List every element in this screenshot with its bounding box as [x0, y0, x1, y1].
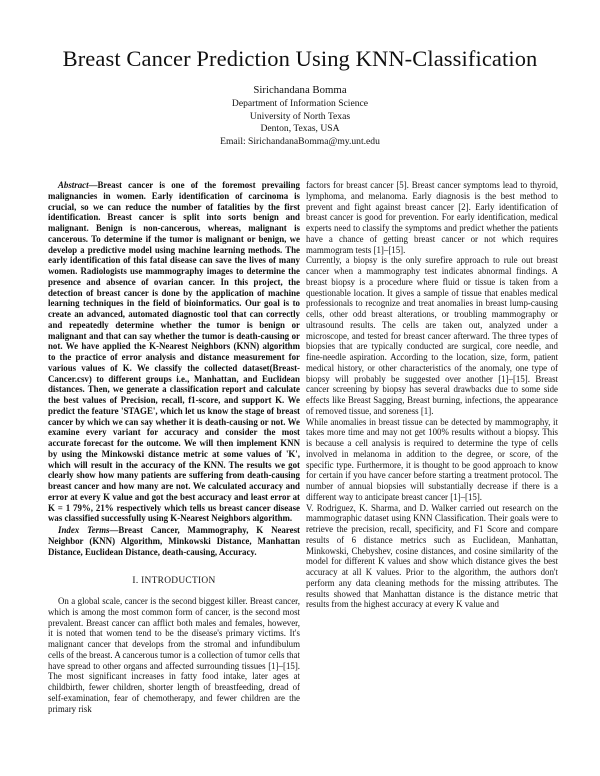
author-name: Sirichandana Bomma: [253, 84, 347, 96]
author-university: University of North Texas: [249, 110, 351, 122]
abstract-label: Abstract: [58, 180, 89, 190]
index-terms-text: Breast Cancer, Mammography, K Nearest Neighbor (KNN) Algorithm, Minkowski Distance, Manhattan Distance, Euclidean Distance, death-causing, Accuracy.: [48, 525, 300, 557]
intro-paragraph-3: Currently, a biopsy is the only surefire approach to rule out breast cancer when a mammography test indicates abnormal findings. A breast biopsy is a procedure where fluid or tissue is taken from a questionable location. It gives a sample of tissue that enables medical professionals to recognize and treat anomalies in breast lump-causing cells, other odd breast alterations, or troubling mammography or ultrasound results. The cells are taken out, analyzed under a microscope, and tested for breast cancer afterward. The three types of biopsies that are typically conducted are surgical, core needle, and fine-needle aspiration. According to the location, size, form, patient medical history, or other characteristics of the anomaly, one type of biopsy will probably be suggested over another [1]–[15]. Breast cancer screening by biopsy has several drawbacks due to some side effects like Breast Sagging, Breast burning, infections, the appearance of removed tissue, and soreness [1].: [306, 255, 558, 416]
intro-paragraph-1: On a global scale, cancer is the second biggest killer. Breast cancer, which is among the most common form of cancer, is the second most prevalent. Breast cancer can afflict both males and females, however, it is noted that women tend to be the disease's primary victims. It's malignant cancer that develops from the stromal and infundibulum cells of the breast. A cancerous tumor is a collection of tumor cells that have spread to other organs and affected surrounding tissues [1]–[15]. The most significant increases in fatty food intake, later ages at childbirth, fewer children, shorter length of breastfeeding, dread of self-examination, fear of chemotherapy, and fewer children are the primary risk: [48, 596, 300, 714]
intro-paragraph-2: factors for breast cancer [5]. Breast cancer symptoms lead to thyroid, lymphoma, and melanoma. Early diagnosis is the best method to prevent and fight against breast cancer [2]. Early identification of breast cancer is good for prevention. For early identification, medical experts need to classify the symptoms and predict whether the patients have a chance of getting breast cancer or not which requires mammogram tests [1]–[15].: [306, 180, 558, 255]
index-terms-label: Index Terms: [58, 525, 110, 535]
paper-title: Breast Cancer Prediction Using KNN-Classification: [62, 46, 538, 71]
abstract-text: Breast cancer is one of the foremost prevailing malignancies in women. Early identification of carcinoma is crucial, so we can reduce the number of fatalities by the first identification. Breast cancer is split into sorts benign and malignant. Benign is non-cancerous, whereas, malignant is cancerous. To determine if the tumor is malignant or benign, we develop a predictive model using machine learning methods. The early identification of this fatal disease can save the lives of many women. Radiologists use mammography images to determine the presence and absence of ovarian cancer. In this project, the detection of breast cancer is done by the application of machine learning techniques in the field of bioinformatics. Our goal is to create an advanced, automated diagnostic tool that can correctly and repeatedly determine whether the tumor is benign or malignant and that can say whether the tumor is death-causing or not. We have applied the K-Nearest Neighbors (KNN) algorithm to the practice of error analysis and distance measurement for various values of K. We classify the collected dataset(Breast-Cancer.csv) to different groups i.e., Manhattan, and Euclidean distances. Then, we generate a classification report and calculate the best values of Precision, recall, f1-score, and support K. We predict the feature 'STAGE', which let us know the stage of breast cancer by which we can say whether it is death-causing or not. We examine every variant for accuracy and consider the most accurate forecast for the outcome. We will then implement KNN by using the Minkowski distance metric at some values of 'K', which will result in the accuracy of the KNN. The results we got clearly show how many patients are suffering from death-causing breast cancer and how many are not. We calculated accuracy and error at every K value and got the best accuracy and least error at K = 1 79%, 21% respectively which tells us breast cancer disease was classified successfully using K-Nearest Neighbors algorithm.: [48, 180, 300, 524]
index-terms: Index Terms—Breast Cancer, Mammography, K Nearest Neighbor (KNN) Algorithm, Minkowski Distance, Manhattan Distance, Euclidean Distance, death-causing, Accuracy.: [48, 525, 300, 557]
left-column: [48, 180, 300, 714]
author-email: Email: SirichandanaBomma@my.unt.edu: [220, 135, 380, 147]
author-location: Denton, Texas, USA: [260, 123, 340, 135]
section-heading-introduction: I. INTRODUCTION: [132, 576, 216, 587]
author-block: [0, 84, 600, 148]
right-column: [306, 180, 558, 610]
intro-paragraph-4: While anomalies in breast tissue can be detected by mammography, it takes more time and may not get 100% results without a biopsy. This is because a cell analysis is required to determine the type of cells involved in melanoma in addition to the degree, or score, of the specific type. Furthermore, it is thought to be good approach to know for certain if you have cancer before starting a treatment protocol. The number of annual biopsies will substantially decrease if there is a different way to anticipate breast cancer [1]–[15].: [306, 416, 558, 502]
author-department: Department of Information Science: [231, 98, 369, 109]
intro-paragraph-5: V. Rodriguez, K. Sharma, and D. Walker carried out research on the mammographic dataset using KNN Classification. Their goals were to retrieve the precision, recall, specificity, and F1 Score and compare results of 6 distance metrics such as Euclidean, Manhattan, Minkowski, Chebyshev, cosine distances, and cosine similarity of the model for different K values and show which distance gives the best accuracy at all K values. Prior to the algorithm, the authors don't perform any data cleaning methods for the missing attributes. The results showed that Manhattan distance is the distance metric that results from the highest accuracy at every K value and: [306, 502, 558, 610]
abstract: Abstract—Breast cancer is one of the foremost prevailing malignancies in women. Early identification of carcinoma is crucial, so we can reduce the number of fatalities by the first identification. Breast cancer is split into sorts benign and malignant. Benign is non-cancerous, whereas, malignant is cancerous. To determine if the tumor is malignant or benign, we develop a predictive model using machine learning methods. The early identification of this fatal disease can save the lives of many women. Radiologists use mammography images to determine the presence and absence of ovarian cancer. In this project, the detection of breast cancer is done by the application of machine learning techniques in the field of bioinformatics. Our goal is to create an advanced, automated diagnostic tool that can correctly and repeatedly determine whether the tumor is benign or malignant and that can say whether the tumor is death-causing or not. We have applied the K-Nearest Neighbors (KNN) algorithm to the practice of error analysis and distance measurement for various values of K. We classify the collected dataset(Breast-Cancer.csv) to different groups i.e., Manhattan, and Euclidean distances. Then, we generate a classification report and calculate the best values of Precision, recall, f1-score, and support K. We predict the feature 'STAGE', which let us know the stage of breast cancer by which we can say whether it is death-causing or not. We examine every variant for accuracy and consider the most accurate forecast for the outcome. We will then implement KNN by using the Minkowski distance metric at some values of 'K', which will result in the accuracy of the KNN. The results we got clearly show how many patients are suffering from death-causing breast cancer and how many are not. We calculated accuracy and error at every K value and got the best accuracy and least error at K = 1 79%, 21% respectively which tells us breast cancer disease was classified successfully using K-Nearest Neighbors algorithm.: [48, 180, 300, 524]
